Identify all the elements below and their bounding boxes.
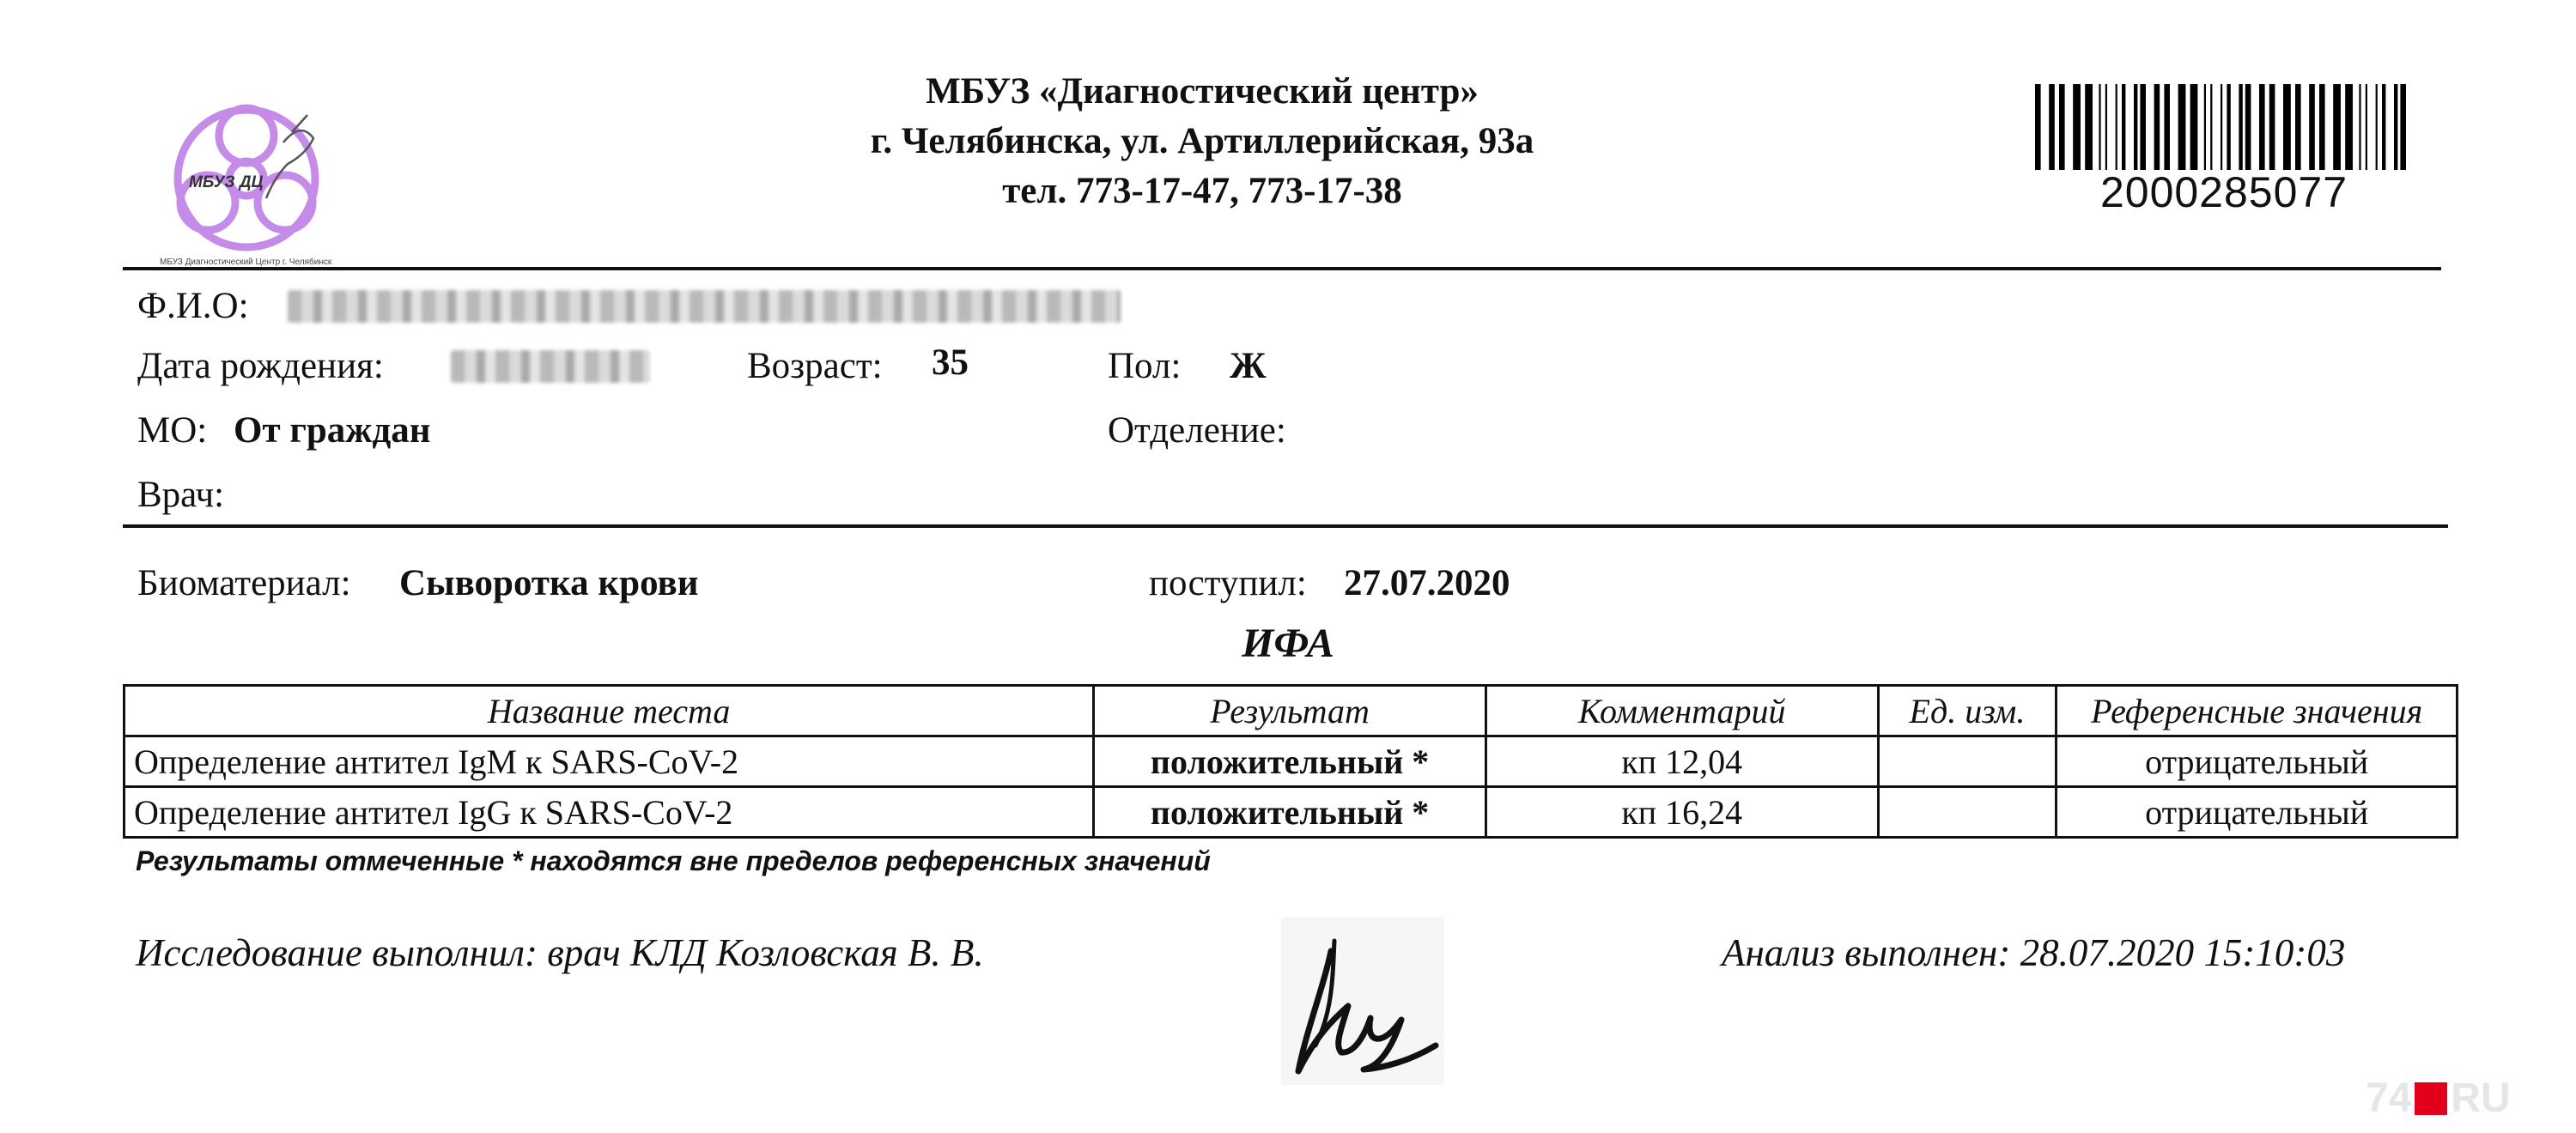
- test-name: Определение антител IgM к SARS-CoV-2: [125, 736, 1094, 787]
- doctor-label: Врач:: [137, 475, 225, 515]
- barcode-bar: [2049, 84, 2055, 170]
- barcode-bar: [2134, 84, 2137, 170]
- barcode-bar: [2283, 84, 2291, 170]
- barcode-bar: [2105, 84, 2107, 170]
- mo-label: МО:: [137, 410, 208, 451]
- barcode-bar: [2366, 84, 2367, 170]
- logo-text: МБУЗ ДЦ: [189, 173, 264, 191]
- test-result: положительный *: [1094, 736, 1486, 787]
- received-label: поступил:: [1149, 563, 1307, 603]
- barcode-bar: [2164, 84, 2170, 170]
- barcode-bar: [2245, 84, 2251, 170]
- age-label: Возраст:: [747, 346, 883, 386]
- patient-divider: [123, 524, 2448, 528]
- biomaterial-value: Сыворотка крови: [399, 563, 699, 603]
- watermark: [2366, 1075, 2511, 1122]
- barcode-bar: [2345, 84, 2353, 170]
- barcode-bar: [2140, 84, 2146, 170]
- barcode-bar: [2333, 84, 2341, 170]
- test-comment: кп 16,24: [1485, 787, 1878, 838]
- header-comment: Комментарий: [1485, 686, 1878, 736]
- barcode-bar: [2269, 84, 2275, 170]
- header-test-name: Название теста: [125, 686, 1094, 736]
- test-unit: [1878, 787, 2057, 838]
- barcode-bar: [2227, 84, 2230, 170]
- test-unit: [1878, 736, 2057, 787]
- barcode-bar: [2116, 84, 2117, 170]
- barcode-bar: [2319, 84, 2325, 170]
- barcode-bar: [2154, 84, 2160, 170]
- dob-label: Дата рождения:: [137, 346, 384, 386]
- watermark-right: RU: [2451, 1075, 2511, 1121]
- fio-redacted: [288, 290, 1121, 323]
- barcode-bar: [2035, 84, 2041, 170]
- header-block: [515, 67, 1889, 216]
- barcode-bar: [2359, 84, 2360, 170]
- barcode-bar: [2239, 84, 2242, 170]
- test-reference: отрицательный: [2057, 787, 2458, 838]
- test-comment: кп 12,04: [1485, 736, 1878, 787]
- barcode-bar: [2221, 84, 2222, 170]
- barcode-number: 2000285077: [2099, 168, 2348, 216]
- age-value: 35: [932, 342, 969, 383]
- dob-redacted: [451, 350, 650, 383]
- footnote: Результаты отмеченные * находятся вне пределов референсных значений: [136, 845, 1211, 876]
- barcode-bar: [2122, 84, 2125, 170]
- header-result: Результат: [1094, 686, 1486, 736]
- barcode-bar: [2059, 84, 2065, 170]
- barcode-bar: [2178, 84, 2186, 170]
- institution-phone: тел. 773-17-47, 773-17-38: [1002, 171, 1402, 211]
- header-divider: [123, 267, 2441, 270]
- logo-caption: МБУЗ Диагностический Центр г. Челябинск: [160, 258, 332, 267]
- barcode-bar: [2204, 84, 2206, 170]
- clinic-logo: [155, 82, 339, 267]
- section-title: ИФА: [1242, 621, 1334, 666]
- institution-address: г. Челябинска, ул. Артиллерийская, 93а: [870, 121, 1534, 161]
- barcode-bar: [2376, 84, 2378, 170]
- analysis-completed: Анализ выполнен: 28.07.2020 15:10:03: [1722, 931, 2346, 974]
- results-table: [123, 684, 2458, 839]
- table-row: [125, 787, 2458, 838]
- signature-area: [1281, 917, 1444, 1085]
- test-name: Определение антител IgG к SARS-CoV-2: [125, 787, 1094, 838]
- test-result: положительный *: [1094, 787, 1486, 838]
- barcode-bar: [2085, 84, 2093, 170]
- barcode-bar: [2259, 84, 2265, 170]
- sex-value: Ж: [1230, 346, 1267, 386]
- barcode-bar: [2309, 84, 2315, 170]
- received-value: 27.07.2020: [1344, 563, 1510, 603]
- barcode: [2035, 84, 2413, 170]
- barcode-bar: [2394, 84, 2397, 170]
- barcode-bar: [2099, 84, 2100, 170]
- biomaterial-label: Биоматериал:: [137, 563, 351, 603]
- table-row: [125, 736, 2458, 787]
- barcode-bar: [2295, 84, 2301, 170]
- performed-by: Исследование выполнил: врач КЛД Козловская В. В.: [136, 931, 984, 974]
- table-header-row: [125, 686, 2458, 736]
- department-label: Отделение:: [1108, 410, 1286, 451]
- signature: [1281, 917, 1444, 1085]
- watermark-accent: [2415, 1082, 2447, 1115]
- test-reference: отрицательный: [2057, 736, 2458, 787]
- barcode-bar: [2400, 84, 2406, 170]
- institution-name: МБУЗ «Диагностический центр»: [926, 71, 1479, 112]
- mo-value: От граждан: [234, 410, 431, 451]
- barcode-bar: [2190, 84, 2198, 170]
- barcode-bar: [2073, 84, 2081, 170]
- header-unit: Ед. изм.: [1878, 686, 2057, 736]
- fio-label: Ф.И.О:: [137, 286, 249, 326]
- watermark-left: 74: [2366, 1075, 2412, 1121]
- sex-label: Пол:: [1108, 346, 1182, 386]
- header-reference: Референсные значения: [2057, 686, 2458, 736]
- barcode-bar: [2382, 84, 2385, 170]
- barcode-bar: [2210, 84, 2212, 170]
